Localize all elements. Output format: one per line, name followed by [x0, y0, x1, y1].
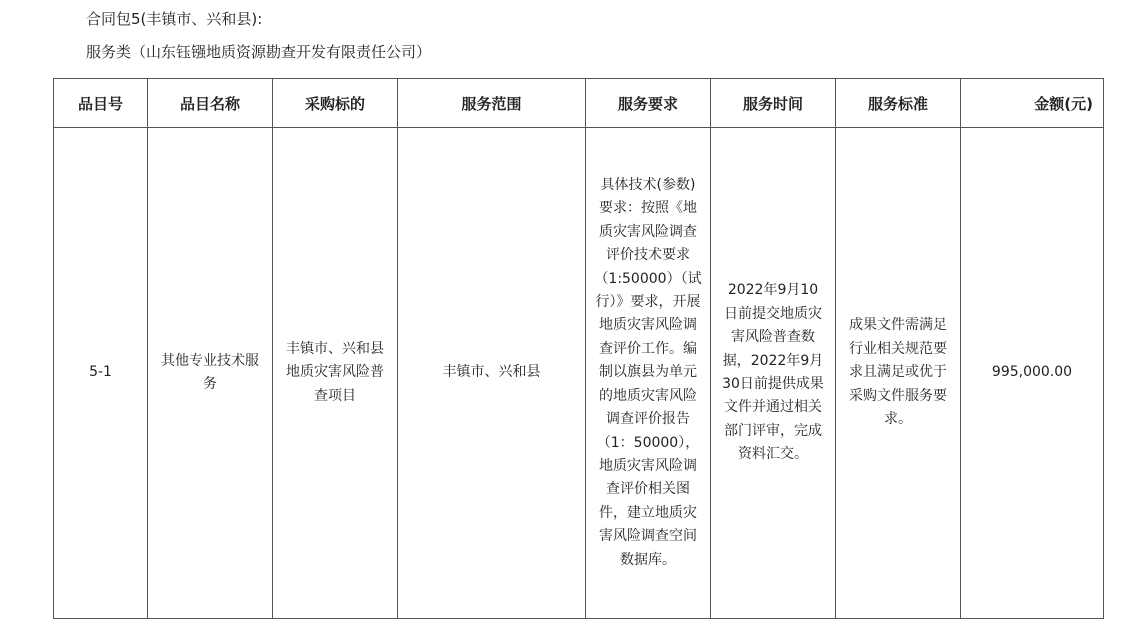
procurement-table [53, 78, 1104, 619]
standard-text: 成果文件需满足行业相关规范要求且满足或优于采购文件服务要求。 [849, 317, 947, 428]
col-header-requirement: 服务要求 [586, 79, 711, 128]
item-name-text: 其他专业技术服务 [161, 352, 259, 392]
scope-text: 丰镇市、兴和县 [442, 364, 541, 381]
col-header-item-name: 品目名称 [148, 79, 273, 128]
table-header-row [54, 79, 1104, 128]
col-header-scope: 服务范围 [398, 79, 586, 128]
cell-item-name [148, 128, 273, 619]
col-header-subject: 采购标的 [273, 79, 398, 128]
subject-text: 丰镇市、兴和县地质灾害风险普查项目 [286, 340, 384, 404]
amount-text: 995,000.00 [991, 364, 1073, 381]
cell-requirement [586, 128, 711, 619]
cell-scope [398, 128, 586, 619]
table-row [54, 128, 1104, 619]
service-category-title: 服务类（山东钰镪地质资源勘查开发有限责任公司） [86, 43, 432, 61]
cell-standard [836, 128, 961, 619]
contract-package-title: 合同包5(丰镇市、兴和县): [86, 10, 263, 28]
col-header-time: 服务时间 [711, 79, 836, 128]
col-header-item-no: 品目号 [54, 79, 148, 128]
cell-time [711, 128, 836, 619]
cell-item-no [54, 128, 148, 619]
cell-subject [273, 128, 398, 619]
item-no-text: 5-1 [89, 364, 112, 381]
col-header-standard: 服务标准 [836, 79, 961, 128]
requirement-text: 具体技术(参数)要求：按照《地质灾害风险调查评价技术要求（1:50000）（试行）》要求，开展地质灾害风险调查评价工作。编制以旗县为单元的地质灾害风险调查评价报告（1：50000），地质灾害风险调查评价相关图件，建立地质灾害风险调查空间数据库。 [594, 177, 702, 568]
col-header-amount: 金额(元) [961, 79, 1104, 128]
time-text: 2022年9月10日前提交地质灾害风险普查数据，2022年9月30日前提供成果文件并通过相关部门评审，完成资料汇交。 [722, 282, 824, 463]
cell-amount [961, 128, 1104, 619]
